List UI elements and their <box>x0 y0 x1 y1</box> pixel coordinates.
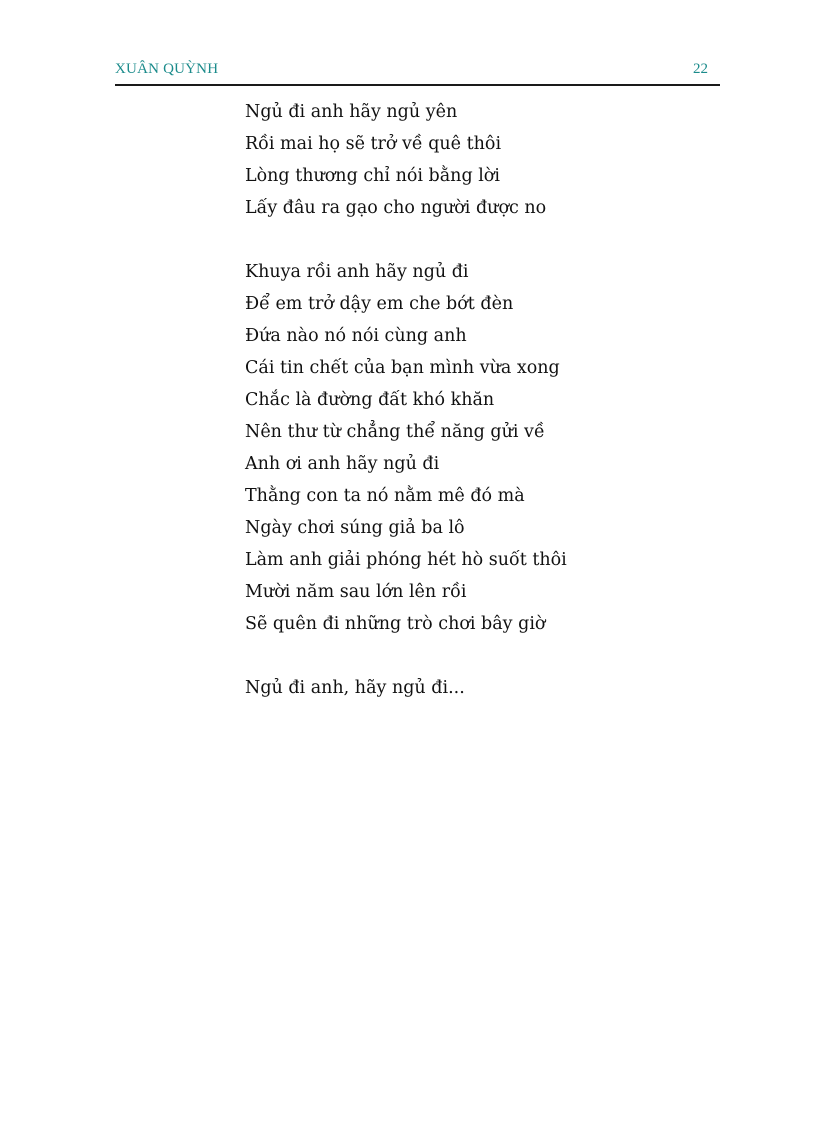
poem-line: Ngủ đi anh, hãy ngủ đi... <box>245 678 465 698</box>
stanza-2 <box>245 256 705 640</box>
poem-line: Đứa nào nó nói cùng anh <box>245 326 467 346</box>
poem-line: Thằng con ta nó nằm mê đó mà <box>245 486 525 506</box>
poem-line: Anh ơi anh hãy ngủ đi <box>245 454 440 474</box>
page-number: 22 <box>693 61 708 77</box>
header-author-title: XUÂN QUỲNH <box>115 61 219 77</box>
poem-line: Lấy đâu ra gạo cho người được no <box>245 198 547 218</box>
poem-line: Mười năm sau lớn lên rồi <box>245 582 467 602</box>
stanza-1 <box>245 96 705 224</box>
poem-line: Sẽ quên đi những trò chơi bây giờ <box>245 614 546 634</box>
poem-line: Lòng thương chỉ nói bằng lời <box>245 166 500 186</box>
poem-line: Làm anh giải phóng hét hò suốt thôi <box>245 550 567 570</box>
poem-line: Cái tin chết của bạn mình vừa xong <box>245 358 560 378</box>
poem-line: Ngày chơi súng giả ba lô <box>245 518 465 538</box>
poem-line: Chắc là đường đất khó khăn <box>245 390 495 410</box>
running-header <box>115 58 720 86</box>
poem-line: Nên thư từ chẳng thể năng gửi về <box>245 422 545 442</box>
poem-line: Khuya rồi anh hãy ngủ đi <box>245 262 469 282</box>
stanza-3 <box>245 672 705 704</box>
poem-line: Để em trở dậy em che bớt đèn <box>245 294 514 314</box>
poem-line: Rồi mai họ sẽ trở về quê thôi <box>245 134 502 154</box>
poem-body <box>245 96 705 736</box>
poem-line: Ngủ đi anh hãy ngủ yên <box>245 102 458 122</box>
